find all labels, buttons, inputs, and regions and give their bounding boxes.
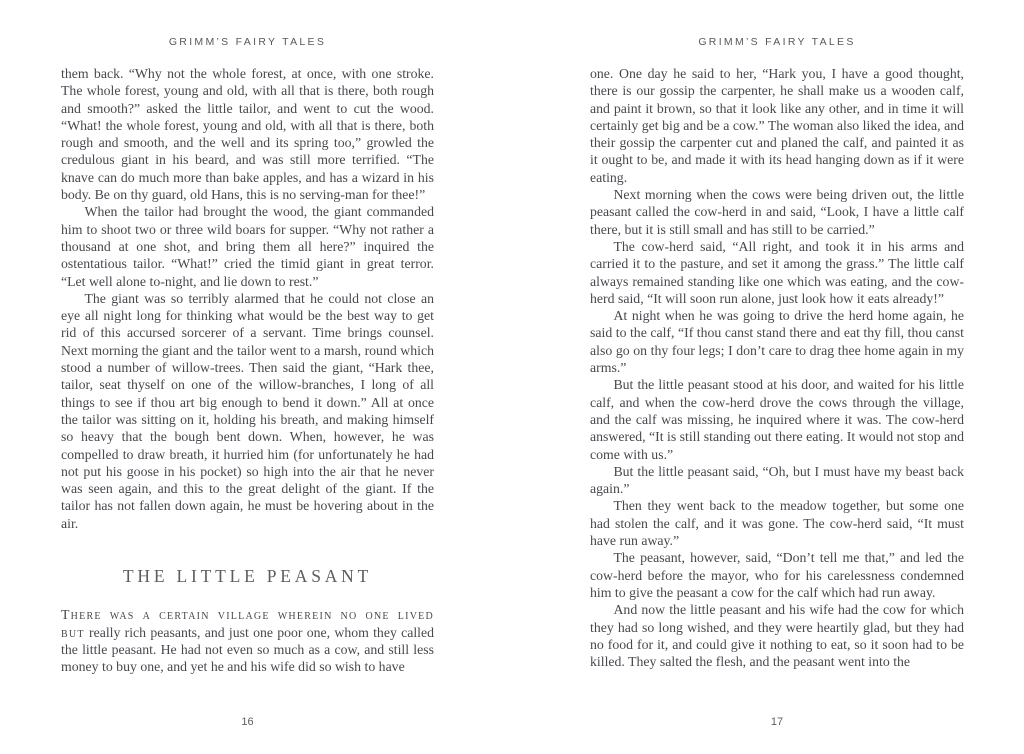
chapter-opener-rest: really rich peasants, and just one poor one, whom they called the little peasant. He had not even so much as a cow, and still less money to buy one, and yet he and his wife did so wish to have	[61, 624, 435, 675]
running-head: GRIMM’S FAIRY TALES	[168, 36, 327, 48]
page-16	[61, 36, 434, 734]
chapter-opening-paragraph	[61, 606, 434, 675]
page-17-body	[590, 65, 964, 670]
paragraph: them back. “Why not the whole forest, at once, with one stroke. The whole forest, young and old, with all that is there, both rough and smooth?” asked the little tailor, and went to cut the wood. “What! the whole forest, young and old, with all that is there, both rough and smooth, and the well and its spring too,” growled the credulous giant in his beard, and was still more terrified. “The knave can do much more than bake apples, and has a wizard in his body. Be on thy guard, old Hans, this is no serving-man for thee!”	[61, 66, 434, 203]
paragraph: When the tailor had brought the wood, the giant commanded him to shoot two or three wild boars for supper. “Why not rather a thousand at one shot, and bring them all here?” inquired the ostentatious tailor. “What!” cried the timid giant in great terror. “Let well alone to-night, and lie down to rest.”	[61, 204, 434, 289]
chapter-opener-lead: There was a certain village wherein no one lived but	[61, 607, 434, 640]
running-head: GRIMM’S FAIRY TALES	[698, 36, 856, 48]
paragraph: one. One day he said to her, “Hark you, I have a good thought, there is our gossip the carpenter, he shall make us a wooden calf, and paint it brown, so that it look like any other, and in time it will certainly get big and be a cow.” The woman also liked the idea, and their gossip the carpenter cut and planed the calf, and painted it as it ought to be, and made it with its head hanging down as if it were eating.	[590, 66, 964, 185]
paragraph: The peasant, however, said, “Don’t tell me that,” and led the cow-herd before the mayor, who for his carelessness condemned him to give the peasant a cow for the calf which had run away.	[590, 550, 964, 600]
paragraph: The giant was so terribly alarmed that he could not close an eye all night long for thinking what would be the best way to get rid of this accursed sorcerer of a servant. Time brings counsel. Next morning the giant and the tailor went to a marsh, round which stood a number of willow-trees. Then said the giant, “Hark thee, tailor, seat thyself on one of the willow-branches, I long of all things to see if thou art big enough to bend it down.” All at once the tailor was sitting on it, holding his breath, and making himself so heavy that the bough bent down. When, however, he was compelled to draw breath, it hurried him (for unfortunately he had not put his goose in his pocket) so high into the air that he never was seen again, and this to the great delight of the giant. If the tailor has not fallen down again, he must be hovering about in the air.	[61, 290, 434, 531]
paragraph: But the little peasant said, “Oh, but I must have my beast back again.”	[590, 463, 964, 497]
page-number: 17	[770, 716, 784, 728]
paragraph: But the little peasant stood at his door, and waited for his little calf, and when the cow-herd drove the cows through the village, and the calf was missing, he inquired where it was. The cow-herd answered, “It is still standing out there eating. It would not stop and come with us.”	[590, 377, 964, 462]
chapter-title: THE LITTLE PEASANT	[122, 566, 373, 587]
page-number: 16	[241, 716, 254, 728]
paragraph: And now the little peasant and his wife had the cow for which they had so long wished, and they were heartily glad, but they had no food for it, and could give it nothing to eat, so it soon had to be killed. They salted the flesh, and the peasant went into the	[590, 602, 964, 670]
page-16-body	[61, 65, 434, 676]
paragraph: Then they went back to the meadow together, but some one had stolen the calf, and it was gone. The cow-herd said, “It must have run away.”	[590, 498, 964, 549]
paragraph: Next morning when the cows were being driven out, the little peasant called the cow-herd in and said, “Look, I have a little calf there, but it is still small and has still to be carried.”	[590, 187, 964, 237]
page-17	[590, 36, 964, 734]
paragraph: At night when he was going to drive the herd home again, he said to the calf, “If thou canst stand there and eat thy fill, thou canst also go on thy four legs; I don’t care to drag thee home again in my arms.”	[590, 308, 964, 376]
paragraph: The cow-herd said, “All right, and took it in his arms and carried it to the pasture, and set it among the grass.” The little calf always remained standing like one which was eating, and the cow-herd said, “It will soon run alone, just look how it eats already!”	[590, 238, 964, 306]
